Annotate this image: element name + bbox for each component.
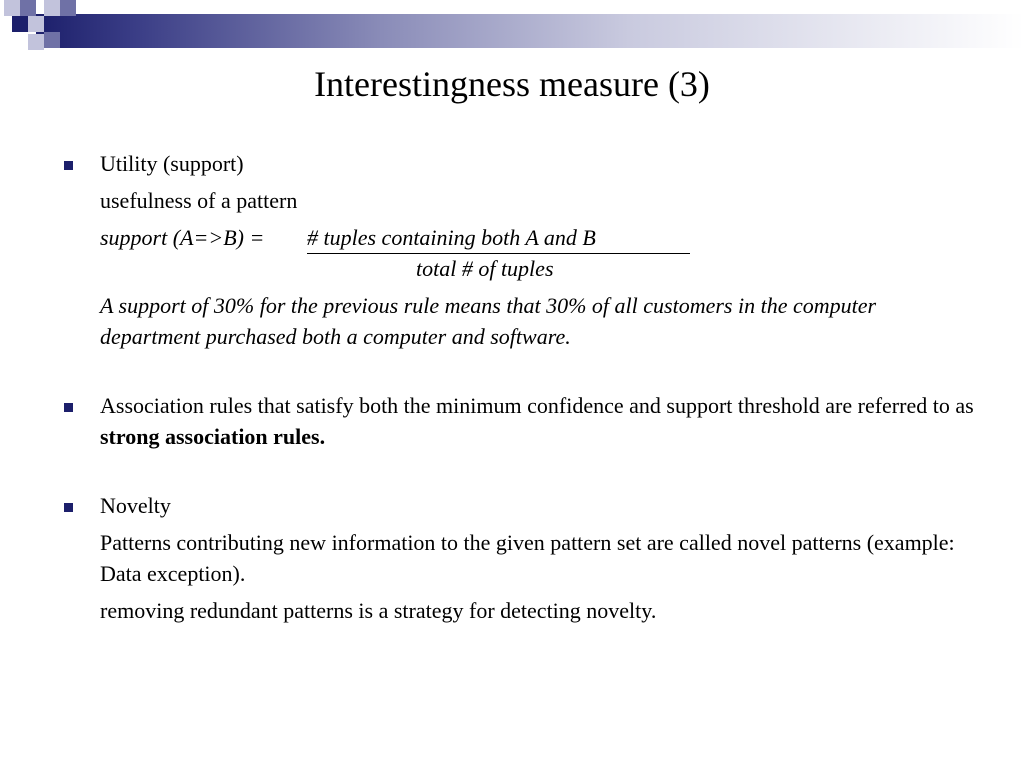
support-example: A support of 30% for the previous rule means that 30% of all customers in the computer department purchased both a computer and software.: [100, 293, 877, 349]
bullet-text: [100, 390, 980, 452]
bullet-subline: usefulness of a pattern: [100, 188, 298, 213]
logo-square: [20, 0, 36, 16]
logo-square: [60, 0, 76, 16]
bullet-item-strong-rules: [60, 390, 980, 452]
slide-body: [60, 148, 980, 626]
header-gradient-band: [36, 14, 1024, 48]
support-formula: [100, 222, 980, 284]
slide-title: Interestingness measure (3): [314, 64, 710, 104]
formula-denominator: total # of tuples: [416, 256, 554, 281]
bullet-heading: Novelty: [100, 493, 171, 518]
square-bullet-icon: [64, 403, 73, 412]
square-bullet-icon: [64, 503, 73, 512]
square-bullet-icon: [64, 161, 73, 170]
logo-square: [28, 34, 44, 50]
bullet-subline: Patterns contributing new information to the given pattern set are called novel patterns (example: Data exception).: [100, 530, 955, 586]
bullet-subline: removing redundant patterns is a strategy for detecting novelty.: [100, 598, 657, 623]
formula-numerator: # tuples containing both A and B: [307, 222, 690, 254]
strong-rules-emphasis: strong association rules.: [100, 424, 326, 449]
strong-rules-text: Association rules that satisfy both the minimum confidence and support threshold are referred to as: [100, 393, 974, 418]
formula-lhs: support (A=>B) =: [100, 225, 265, 250]
bullet-item-novelty: [60, 490, 980, 626]
bullet-item-utility: [60, 148, 980, 352]
bullet-heading: Utility (support): [100, 151, 244, 176]
logo-square: [4, 0, 20, 16]
logo-square: [28, 16, 44, 32]
logo-square: [12, 16, 28, 32]
logo-square: [44, 0, 60, 16]
logo-square: [44, 32, 60, 48]
